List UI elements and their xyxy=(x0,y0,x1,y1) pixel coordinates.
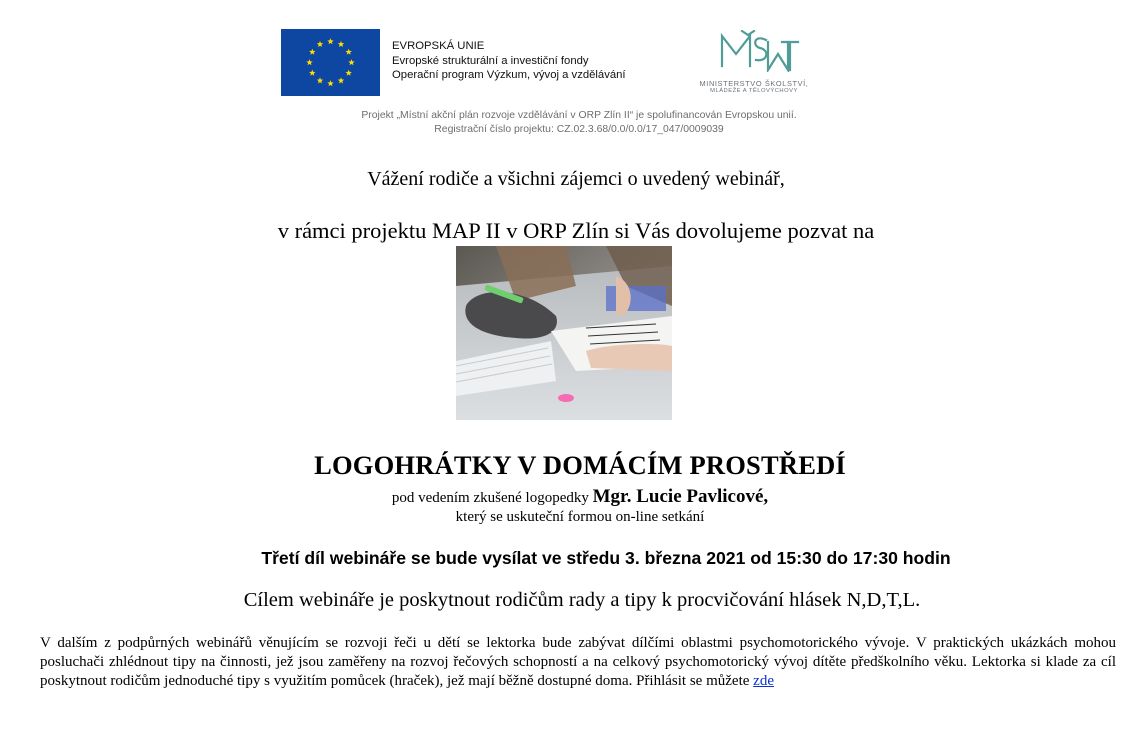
event-title: LOGOHRÁTKY V DOMÁCÍM PROSTŘEDÍ xyxy=(314,450,846,480)
eu-star xyxy=(317,41,323,47)
eu-star xyxy=(338,41,344,47)
eu-star xyxy=(327,38,333,44)
eu-star xyxy=(309,70,315,76)
msmt-line2: MLÁDEŽE A TĚLOVÝCHOVY xyxy=(710,88,798,94)
eu-title: EVROPSKÁ UNIE xyxy=(392,40,485,52)
lecturer-prefix: pod vedením zkušené logopedky xyxy=(391,490,593,506)
event-form: který se uskuteční formou on-line setkání xyxy=(455,509,705,525)
lecturer-line xyxy=(0,486,1141,508)
eu-star xyxy=(338,77,344,83)
eu-funds: Evropské strukturální a investiční fondy xyxy=(392,54,589,67)
eu-programme: Operační program Výzkum, vývoj a vzdělávání xyxy=(392,69,626,81)
eu-flag-icon xyxy=(281,29,380,96)
msmt-line1: MINISTERSTVO ŠKOLSTVÍ, xyxy=(699,79,809,88)
event-date: Třetí díl webináře se bude vysílat ve středu 3. března 2021 od 15:30 do 17:30 hodin xyxy=(261,548,951,568)
eu-star xyxy=(345,49,351,55)
eu-star xyxy=(309,49,315,55)
event-description xyxy=(40,634,1116,691)
eu-star xyxy=(345,70,351,76)
eu-star xyxy=(317,77,323,83)
invitation-line: v rámci projektu MAP II v ORP Zlín si Vás dovolujeme pozvat na xyxy=(277,218,875,243)
lecturer-name: Mgr. Lucie Pavlicové, xyxy=(592,486,769,507)
eu-star xyxy=(327,80,333,86)
msmt-logo-mark xyxy=(684,30,824,72)
description-text: V dalším z podpůrných webinářů věnujícím se rozvoji řeči u dětí se lektorka bude zabývat dílčími oblastmi psychomotorického vývoje. V praktických ukázkách mohou posluchači zhlédnout tipy na činnosti, jež jsou zaměřeny na rozvoj řečových schopností a na celkový psychomotorický vývoj dítěte předškolního věku. Lektorka si klade za cíl poskytnout rodičům jednoduché tipy s využitím pomůcek (hraček), jež mají běžně dostupné doma. Přihlásit se můžete xyxy=(40,635,1116,689)
eu-logo-text xyxy=(392,39,626,83)
greeting: Vážení rodiče a všichni zájemci o uvedený webinář, xyxy=(367,168,785,190)
eu-star xyxy=(306,59,312,65)
project-funding-line: Projekt „Místní akční plán rozvoje vzdělávání v ORP Zlín II“ je spolufinancován Evropskou unií. xyxy=(361,110,797,121)
event-goal: Cílem webináře je poskytnout rodičům rady a tipy k procvičování hlásek N,D,T,L. xyxy=(243,589,921,611)
register-link[interactable]: zde xyxy=(753,673,774,689)
photo-children-writing xyxy=(456,246,672,420)
project-registration-line: Registrační číslo projektu: CZ.02.3.68/0.0/0.0/17_047/0009039 xyxy=(434,123,724,135)
project-info xyxy=(0,109,1141,136)
msmt-logo xyxy=(684,30,824,100)
eu-star xyxy=(348,59,354,65)
